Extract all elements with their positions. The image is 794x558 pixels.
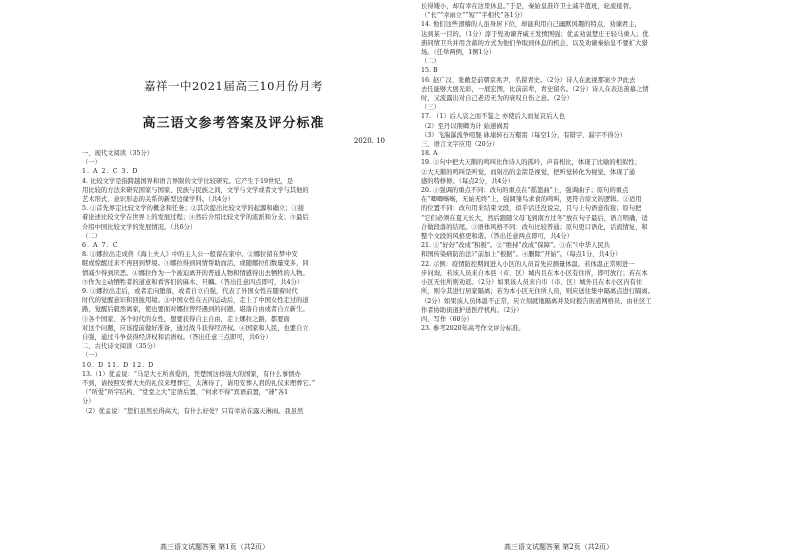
answer-line: 路，觉醒后毅然离家，使也要面对娜拉曾经遇到的问题，堪落自由或者自立新生。 <box>82 306 309 314</box>
answer-line: 着论述比较文学在世界上的发展过程；④然后介绍比较文学的流派和分支；⑤最后 <box>82 214 309 222</box>
answer-line: 分） <box>82 398 95 406</box>
answer-line: 和国传染病防治法》”前加上“根据”。④删除“开始”。（每点1分，共4分） <box>421 251 622 259</box>
answer-line: ②大天鹅的鸣叫是听觉，而射出的金箭是视觉，把听觉转化为视觉，体现了通 <box>421 168 636 176</box>
answer-line: 感的特修修。（每点2分，共4分） <box>421 177 515 185</box>
answer-line: 步问询，若该人员来自本县（市、区）城内且在本小区有住所，即可放行；若在本 <box>421 269 648 277</box>
answer-page-2 <box>397 0 794 558</box>
subsection-heading: （二） <box>82 232 101 240</box>
answer-line: “它们必须在夏天长大，然后跟随父母飞到南方过冬”放在句子最后，语言明确，适 <box>421 214 648 222</box>
answer-line: 情减少得到厌恶。④娜拉作为一个被迫离开的普通人物和情感得出去牺牲的人物。 <box>82 269 309 277</box>
answer-line: 去任能够大展光彩，一展宏图，比前前辈，青史留名。（2分）诗人在表达羡慕之情 <box>421 85 649 93</box>
answer-line: 18. A <box>421 150 438 158</box>
subsection-heading: （三） <box>421 104 440 112</box>
page-footer-2: 高三语文试题答案 第2页（共2页） <box>504 543 614 551</box>
answer-line: 8. ①娜拉出走成佟《海上夫人》中的主人公一般留在家中。②娜拉留在梦中安 <box>82 251 298 259</box>
answer-line: 介绍中国比较文学的发展情况。（共6分） <box>82 223 197 231</box>
answer-line: 所，则令其进行居家隔离；若为本小区无住所人员，则应送往集中隔离点进行隔离。 <box>421 288 654 296</box>
answer-line: （“长”“幸雨立”“短”“半相代”各1分） <box>421 12 527 20</box>
answer-line: （3）飞湍瀑流争喧豗 砯崖转石万壑雷（每空1分，有错字、漏字不得分） <box>421 131 627 139</box>
answer-line: 用比较的方法来研究国家与国家、民族与民族之间，文学与文学或者文学与其他的 <box>82 186 309 194</box>
answer-line: 14. 他们这些滑稽的人虽身居下位，却能利用自己幽默风趣的特点，劝谏君主， <box>421 21 641 29</box>
answer-line: （2）优孟说：“您们虽然长得高大，有什么好处？只有幸站在露天淋雨。我虽然 <box>82 407 304 415</box>
answer-line: 四、写作（60分） <box>421 315 474 323</box>
answer-line: 艺术形式、意识形态的关系的新型边缘学科。（共4分） <box>82 196 234 204</box>
answer-line: 23. 参考2020年高考作文评分标准。 <box>421 325 525 333</box>
answer-line: 自强，通过斗争获得经济权和话语权。（答出任意三点即可，共6分） <box>82 334 272 342</box>
answer-line: 20. ①强调的重点不同：改句的重点在“摇篮曲”上，强调曲子；原句的重点 <box>421 187 629 195</box>
section-heading: 二、古代诗文阅读（35分） <box>82 343 160 351</box>
answer-line: 1. A 2. C 3. D <box>82 168 139 176</box>
answer-line: 达到某一目的。（1分）淳于髡劝谏齐威王发愤图强；优孟劝说楚庄王轻马重人；优 <box>421 30 649 38</box>
answer-line: 作者协助街道护送医疗机构。（2分） <box>421 306 523 314</box>
subsection-heading: （一） <box>82 352 101 360</box>
answer-line: 不到，请按照安葬大夫的礼仪来埋葬它，太薄待了，请用安葬人君的礼仪来埋葬它。” <box>82 380 316 388</box>
answer-line: 的位置不同：改句用来结束文段，似乎话还没说完，且与上句语意衔接；原句把 <box>421 205 642 213</box>
answer-line: 时代的觉醒意识和回拢用境。②中国女性在五四运动后，走上了中国女性走过的道 <box>82 297 309 305</box>
answer-line: 场。（任举两例，1例1分） <box>421 49 496 57</box>
subsection-heading: （二） <box>421 58 440 66</box>
answer-line: 小区无住所则劝返。（2分）如果该人员来自市（市、区）城外且在本小区内有住 <box>421 279 643 287</box>
answer-line: 17. （1）后人哀之而不鉴之 亦使后人而复哀后人也 <box>421 113 565 121</box>
answer-line: 时，又流露出对自己老迈无为的衰叹自伤之意。（2分） <box>421 95 573 103</box>
subsection-heading: （一） <box>82 159 101 167</box>
answer-line: 6. A 7. C <box>82 242 119 250</box>
answer-line: 15. B <box>421 67 438 75</box>
answer-line: （“所爱”所字结构、“堂堂之大”定语后置、“何求不得”宾语前置，“薄”各1 <box>82 389 289 397</box>
section-heading: 一、现代文阅读（35分） <box>82 150 153 157</box>
answer-line: 13.（1）优孟说：“马是大王所喜爱的，凭楚国这样强大的国家，有什么事情办 <box>82 370 301 378</box>
answer-line: 整个文段的风格更和谐。（答出任意两点即可，共4分） <box>421 233 573 241</box>
answer-line: 合做段落的结尾。③语体风格不同：改句比较普通；原句更口语化，话流情复，和 <box>421 223 648 231</box>
document-date: 2020. 10 <box>353 137 385 145</box>
answer-line: 对这个问题，应该提前做好准备，通过战斗获得经济权。④国家和人民，也要自立 <box>82 324 309 332</box>
answer-line: 在“唧唧啭啭，无始无终”上，强调雏鸟求食的鸣叫，更符合原文的逻辑。②适用 <box>421 196 642 204</box>
document-title: 高三语文参考答案及评分标准 <box>142 116 325 131</box>
section-heading: 三、语言文字应用（20分） <box>421 141 499 149</box>
answer-line: 22. 示例：疫情防控期间进入小区的人员首先应测量体温。若体温正常则进一 <box>421 260 635 268</box>
answer-line: 9. ①娜拉出走后，或者走向堕落，或者自立自强，代表了外国女性在随着时代 <box>82 288 298 296</box>
answer-line: 5. ①首先界定比较文学的概念和任务；②其次提出比较文学的起源和确立；③接 <box>82 205 305 213</box>
answer-line: （2分）如果该人员体温不正常，应立刻就地隔离并及时报告街道网格员，由社区工 <box>421 297 652 305</box>
page-footer-1: 高三语文试题答案 第1页（共2页） <box>160 543 270 551</box>
answer-line: ⑤作为主动牺牲者的道意和看客们的麻木、旦麟。（答出任意四点即可，共4分） <box>82 278 304 286</box>
answer-line: 21. ①“好好”改成“积极”。②“维持”改成“保障”。③在“《中华人民共 <box>421 242 610 250</box>
answer-line: 10. D 11. D 12. D <box>82 361 155 369</box>
answer-line: 4. 比较文学是指跨越国界和语言界限的文学比较研究。它产生于19世纪，是 <box>82 177 294 185</box>
answer-line: （2）至丹以荆卿为计 始速祸焉 <box>421 122 509 130</box>
answer-line: 眠或惊醒过来不再回到梦境。③娜拉得到同情帮助而活，或随娜拉们数量变多，同 <box>82 260 309 268</box>
answer-line: ③各个国家、各个时代的女性，想要获得自主自由，走上娜拉之路，都要面 <box>82 315 290 323</box>
answer-line: 长得矮小，却有幸在这里休息。”于是，秦始皇准许卫士减半值班，轮流接替。 <box>421 3 636 10</box>
answer-line: 旃同情卫兵并用含蓄的方式为他们争取到休息的机会，以及劝谏秦始皇不要扩大猎 <box>421 39 648 47</box>
answer-line: 16. 赵广汉、张敞是前朝京兆尹，名留青史。（2分）诗人在此视那案少尹此去 <box>421 76 636 84</box>
school-exam-title: 嘉祥一中2021届高三10月份月考 <box>144 79 323 93</box>
answer-line: 19. ①句中把大天鹅的鸣叫比作诗人的孤吟，声音相比，体现了比喻的相似性； <box>421 159 641 167</box>
